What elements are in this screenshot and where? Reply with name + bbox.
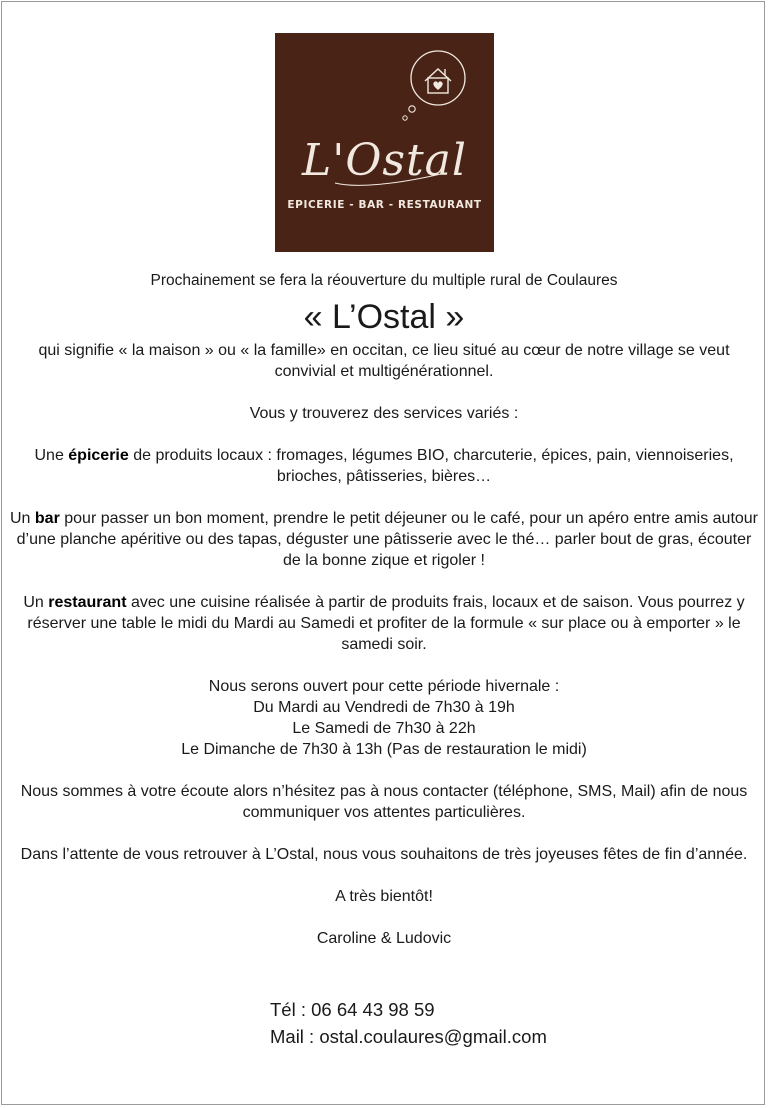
logo bbox=[275, 33, 494, 252]
hours-line: Du Mardi au Vendredi de 7h30 à 19h bbox=[253, 699, 515, 716]
restaurant-keyword: restaurant bbox=[48, 594, 127, 611]
signature: Caroline & Ludovic bbox=[316, 930, 452, 947]
bar-paragraph: Un bar pour passer un bon moment, prendre le petit déjeuner ou le café, pour un apéro entre amis autour d’une planche apéritive ou des tapas, déguster une pâtisserie avec le thé… parler bout de gras, écouter de la bonne zique et rigoler ! bbox=[9, 510, 759, 569]
bar-keyword: bar bbox=[34, 510, 60, 527]
services-intro: Vous y trouverez des services variés : bbox=[249, 405, 519, 422]
mail-text[interactable]: Mail : ostal.coulaures@gmail.com bbox=[270, 1026, 547, 1047]
page-title: « L’Ostal » bbox=[303, 298, 465, 336]
restaurant-paragraph: Un restaurant avec une cuisine réalisée à partir de produits frais, locaux et de saison. Vous pourrez y réserver une table le midi du Mardi au Samedi et profiter de la formule « sur place ou à emporter » le samedi soir. bbox=[23, 594, 745, 653]
contact-note: Nous sommes à votre écoute alors n’hésitez pas à nous contacter (téléphone, SMS, Mail) afin de nous communiquer vos attentes particulières. bbox=[20, 783, 748, 821]
contact-block bbox=[270, 996, 547, 1050]
intro-text: Prochainement se fera la réouverture du multiple rural de Coulaures bbox=[150, 272, 618, 289]
closing-text: Dans l’attente de vous retrouver à L’Ostal, nous vous souhaitons de très joyeuses fêtes de fin d’année. bbox=[20, 846, 748, 863]
epicerie-keyword: épicerie bbox=[68, 447, 129, 464]
epicerie-paragraph: Une épicerie de produits locaux : fromages, légumes BIO, charcuterie, épices, pain, viennoiseries, brioches, pâtisseries, bières… bbox=[34, 447, 734, 485]
heart-icon bbox=[433, 81, 442, 90]
hours-line: Le Dimanche de 7h30 à 13h (Pas de restauration le midi) bbox=[181, 741, 587, 758]
description-text: qui signifie « la maison » ou « la famille» en occitan, ce lieu situé au cœur de notre village se veut convivial et multigénérationnel. bbox=[38, 342, 730, 380]
phone-text[interactable]: Tél : 06 64 43 98 59 bbox=[270, 999, 435, 1020]
announcement bbox=[8, 270, 760, 949]
logo-wordmark: L'Ostal bbox=[302, 135, 467, 186]
hours-line: Le Samedi de 7h30 à 22h bbox=[292, 720, 476, 737]
hours-heading: Nous serons ouvert pour cette période hivernale : bbox=[208, 678, 560, 695]
farewell-text: A très bientôt! bbox=[335, 888, 433, 905]
logo-tagline: EPICERIE - BAR - RESTAURANT bbox=[287, 199, 482, 211]
